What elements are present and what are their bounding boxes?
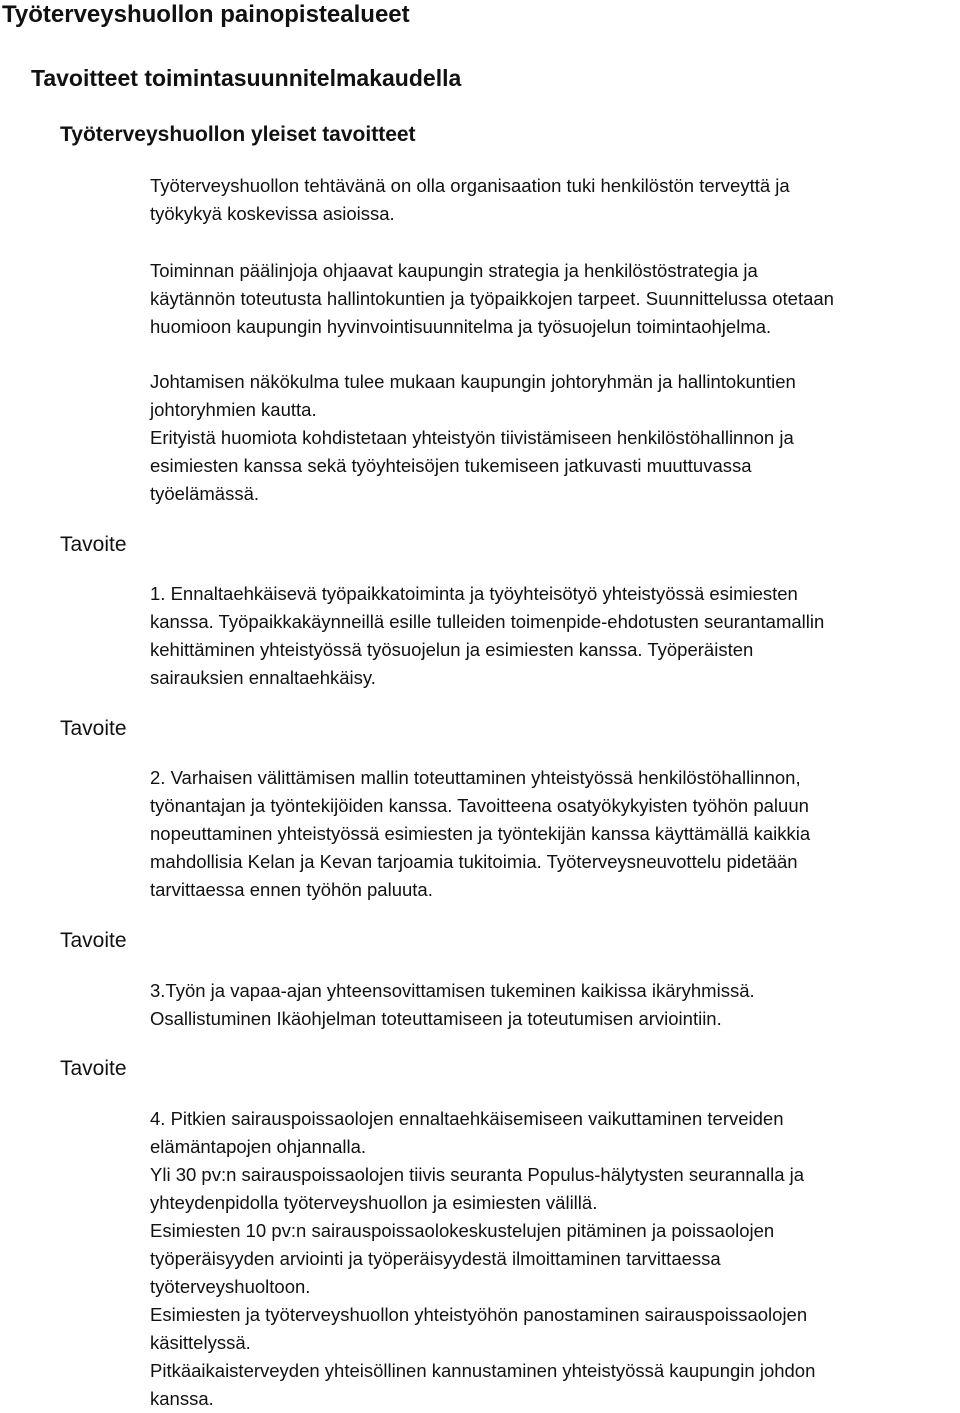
text-line: kanssa. Työpaikkakäynneillä esille tulleiden toimenpide-ehdotusten seurantamallin — [150, 611, 825, 632]
text-line: johtoryhmien kautta. — [150, 399, 317, 420]
paragraph-guidelines — [150, 257, 834, 341]
goal-4-text — [150, 1105, 815, 1413]
text-line: työnantajan ja työntekijöiden kanssa. Tavoitteena osatyökykyisten työhön paluun — [150, 795, 809, 816]
text-line: työelämässä. — [150, 483, 259, 504]
text-line: Johtamisen näkökulma tulee mukaan kaupungin johtoryhmän ja hallintokuntien — [150, 371, 796, 392]
goal-label-1: Tavoite — [60, 533, 127, 556]
page-subtitle: Tavoitteet toimintasuunnitelmakaudella — [31, 65, 462, 91]
text-line: tarvittaessa ennen työhön paluuta. — [150, 879, 433, 900]
text-line: Yli 30 pv:n sairauspoissaolojen tiivis seuranta Populus-hälytysten seurannalla ja — [150, 1164, 805, 1185]
text-line: sairauksien ennaltaehkäisy. — [150, 667, 376, 688]
text-line: Esimiesten 10 pv:n sairauspoissaolokeskustelujen pitäminen ja poissaolojen — [150, 1220, 775, 1241]
paragraph-purpose — [150, 172, 790, 228]
goal-label-3: Tavoite — [60, 929, 127, 952]
text-line: esimiesten kanssa sekä työyhteisöjen tukemiseen jatkuvasti muuttuvassa — [150, 455, 752, 476]
text-line: Esimiesten ja työterveyshuollon yhteistyöhön panostaminen sairauspoissaolojen — [150, 1304, 808, 1325]
text-line: kehittäminen yhteistyössä työsuojelun ja esimiesten kanssa. Työperäisten — [150, 639, 754, 660]
text-line: yhteydenpidolla työterveyshuollon ja esimiesten välillä. — [150, 1192, 598, 1213]
text-line: kanssa. — [150, 1388, 214, 1409]
text-line: mahdollisia Kelan ja Kevan tarjoamia tukitoimia. Työterveysneuvottelu pidetään — [150, 851, 798, 872]
text-line: Toiminnan päälinjoja ohjaavat kaupungin strategia ja henkilöstöstrategia ja — [150, 260, 758, 281]
text-line: 1. Ennaltaehkäisevä työpaikkatoiminta ja työyhteisötyö yhteistyössä esimiesten — [150, 583, 798, 604]
text-line: 3.Työn ja vapaa-ajan yhteensovittamisen tukeminen kaikissa ikäryhmissä. — [150, 980, 755, 1001]
text-line: 2. Varhaisen välittämisen mallin toteuttaminen yhteistyössä henkilöstöhallinnon, — [150, 767, 801, 788]
text-line: nopeuttaminen yhteistyössä esimiesten ja työntekijän kanssa käyttämällä kaikkia — [150, 823, 811, 844]
text-line: työperäisyyden arviointi ja työperäisyydestä ilmoittaminen tarvittaessa — [150, 1248, 721, 1269]
text-line: käytännön toteutusta hallintokuntien ja työpaikkojen tarpeet. Suunnittelussa otetaan — [150, 288, 834, 309]
text-line: työterveyshuoltoon. — [150, 1276, 311, 1297]
paragraph-management — [150, 368, 796, 508]
text-line: Pitkäaikaisterveyden yhteisöllinen kannustaminen yhteistyössä kaupungin johdon — [150, 1360, 816, 1381]
text-line: huomioon kaupungin hyvinvointisuunnitelma ja työsuojelun toimintaohjelma. — [150, 316, 772, 337]
text-line: Osallistuminen Ikäohjelman toteuttamiseen ja toteutumisen arviointiin. — [150, 1008, 722, 1029]
goal-1-text — [150, 580, 824, 692]
goal-3-text — [150, 977, 755, 1033]
text-line: 4. Pitkien sairauspoissaolojen ennaltaehkäisemiseen vaikuttaminen terveiden — [150, 1108, 784, 1129]
text-line: Työterveyshuollon tehtävänä on olla organisaation tuki henkilöstön terveyttä ja — [150, 175, 790, 196]
goal-2-text — [150, 764, 810, 904]
text-line: käsittelyssä. — [150, 1332, 251, 1353]
section-heading: Työterveyshuollon yleiset tavoitteet — [60, 123, 416, 146]
goal-label-2: Tavoite — [60, 717, 127, 740]
text-line: työkykyä koskevissa asioissa. — [150, 203, 395, 224]
page-title: Työterveyshuollon painopistealueet — [2, 1, 410, 28]
text-line: elämäntapojen ohjannalla. — [150, 1136, 367, 1157]
text-line: Erityistä huomiota kohdistetaan yhteistyön tiivistämiseen henkilöstöhallinnon ja — [150, 427, 794, 448]
goal-label-4: Tavoite — [60, 1057, 127, 1080]
